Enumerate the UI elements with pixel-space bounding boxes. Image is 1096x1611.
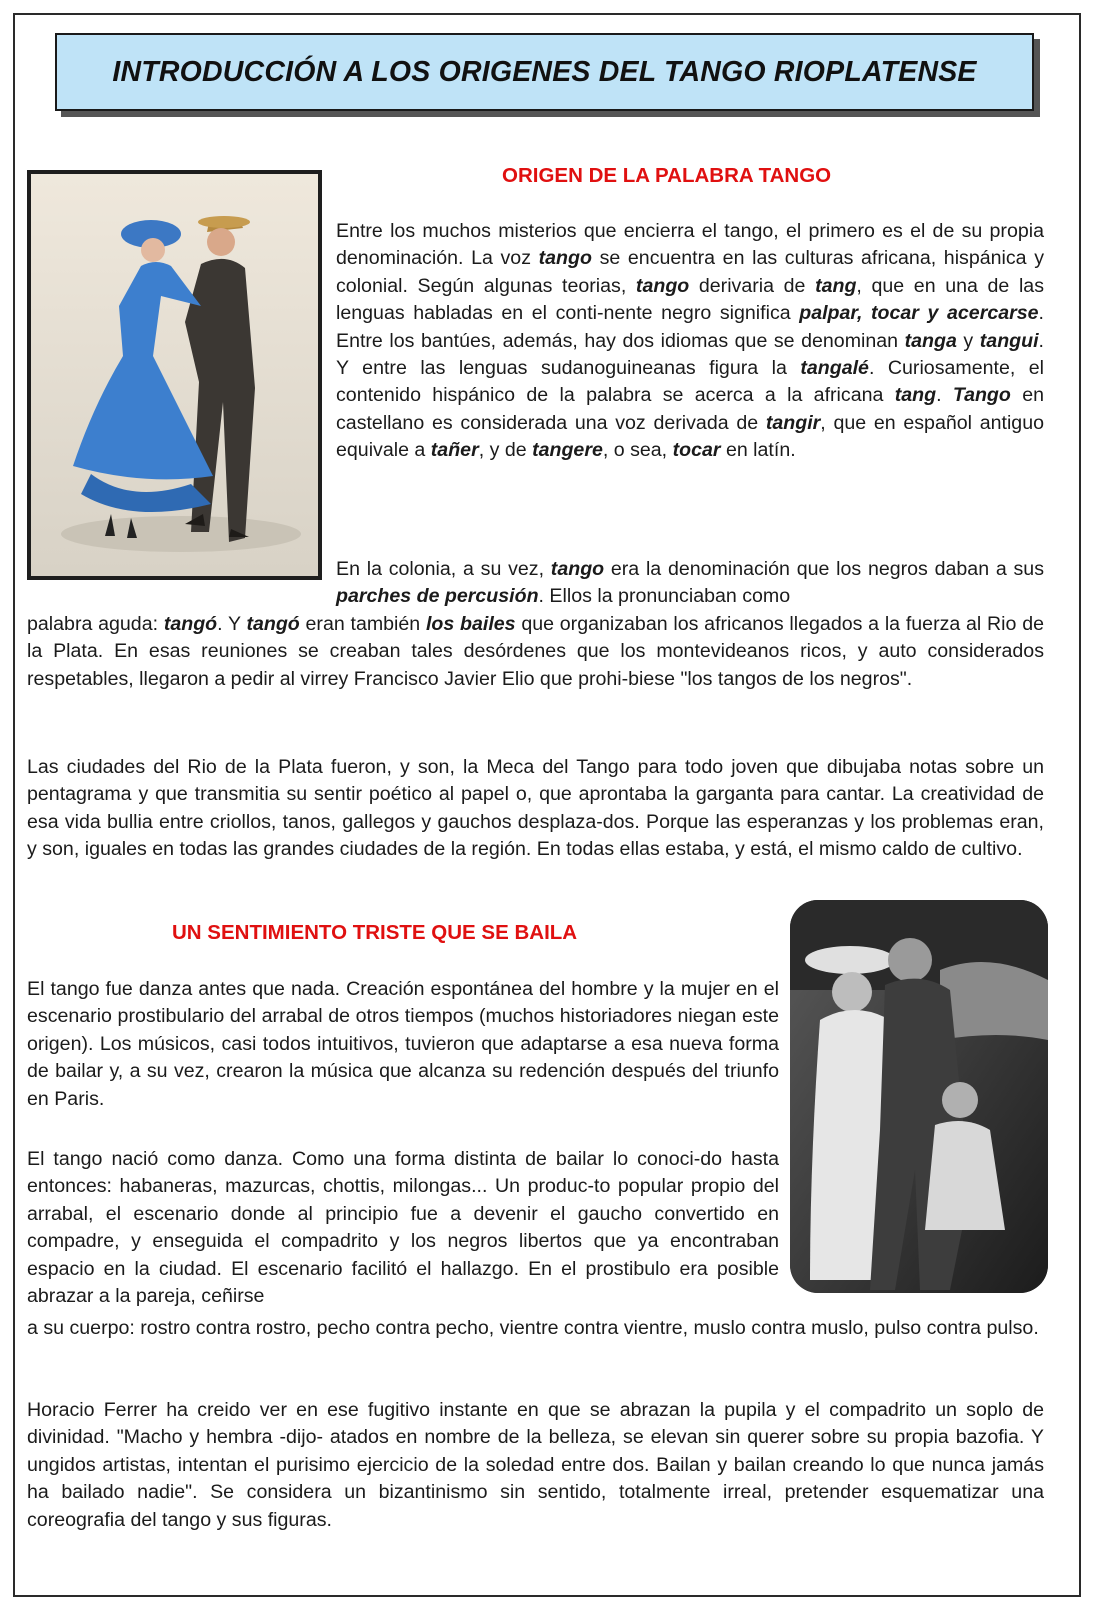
emphasis-term: tango (635, 274, 690, 297)
emphasis-term: tang (894, 384, 937, 407)
emphasis-term: tanga (904, 329, 957, 352)
emphasis-term: Tango (952, 384, 1011, 407)
emphasis-term: tangó (246, 613, 300, 635)
emphasis-term: tang (815, 274, 857, 297)
page-title: INTRODUCCIÓN A LOS ORIGENES DEL TANGO RIOPLATENSE (112, 55, 977, 88)
emphasis-term: los bailes (425, 613, 516, 635)
paragraph-4: El tango fue danza antes que nada. Creación espontánea del hombre y la mujer en el escenario prostibulario del arrabal de otros tiempos (muchos historiadores niegan este origen). Los músicos, casi todos intuitivos, tuvieron que adaptarse a esa nueva forma de bailar y, a su vez, crearon la música que alcanza su redención después del triunfo en Paris. (27, 978, 779, 1110)
title-banner (55, 33, 1034, 111)
emphasis-term: tangere (532, 439, 603, 462)
paragraph-5b: a su cuerpo: rostro contra rostro, pecho contra pecho, vientre contra vientre, muslo contra muslo, pulso contra pulso. (27, 1317, 1039, 1339)
photograph-illustration (790, 900, 1048, 1293)
paragraph-2a: En la colonia, a su vez, tango era la denominación que los negros daban a sus parches de percusión. Ellos la pronunciaban como (336, 558, 1044, 608)
paragraph-3: Las ciudades del Rio de la Plata fueron, y son, la Meca del Tango para todo joven que dibujaba notas sobre un pentagrama y que transmitia su sentir poético al papel o, que aprontaba la garganta para cantar. La creatividad de esa vida bullia entre criollos, tanos, gallegos y gauchos desplaza-dos. Porque las esperanzas y los problemas eran, y son, iguales en todas las grandes ciudades de la región. En todas ellas estaba, y está, el mismo caldo de cultivo. (27, 756, 1044, 861)
tango-painting-image (27, 170, 322, 580)
paragraph-1: Entre los muchos misterios que encierra el tango, el primero es el de su propia denominación. La voz tango se encuentra en las culturas africana, hispánica y colonial. Según algunas teorias, tango derivaria de tang, que en una de las lenguas habladas en el conti-nente negro significa palpar, tocar y acercarse. Entre los bantúes, además, hay dos idiomas que se denominan tanga y tangui. Y entre las lenguas sudanoguineanas figura la tangalé. Curiosamente, el contenido hispánico de la palabra se acerca a la africana tang. Tango en castellano es considerada una voz derivada de tangir, que en español antiguo equivale a tañer, y de tangere, o sea, tocar en latín. (336, 220, 1045, 462)
emphasis-term: tango (538, 247, 592, 270)
paragraph-6: Horacio Ferrer ha creido ver en ese fugitivo instante en que se abrazan la pupila y el compadrito un soplo de divinidad. "Macho y hembra -dijo- atados en nombre de la belleza, se elevan sin querer sobre su propia bazofia. Y ungidos artistas, intentan el purisimo ejercicio de la soledad entre dos. Bailan y bailan creando lo que nunca jamás ha bailado nadie". Se considera un bizantinismo sin sentido, totalmente irreal, pretender esquematizar una coreografia del tango y sus figuras. (27, 1399, 1044, 1531)
emphasis-term: palpar, tocar y acercarse (799, 302, 1039, 325)
emphasis-term: tangó (163, 613, 218, 635)
emphasis-term: tocar (672, 439, 721, 462)
tango-photograph-image (790, 900, 1048, 1293)
emphasis-term: tañer (430, 439, 479, 462)
paragraph-5a: El tango nació como danza. Como una forma distinta de bailar lo conoci-do hasta entonces: habaneras, mazurcas, chottis, milongas... Un produc-to popular propio del arrabal, el escenario donde al principio fue a devenir el gaucho convertido en compadre, y enseguida el compadrito y los negros libertos que ya encontraban espacio en la ciudad. El escenario facilitó el hallazgo. En el prostibulo era posible abrazar a la pareja, ceñirse (27, 1148, 779, 1308)
emphasis-term: tango (550, 558, 605, 580)
section1-heading: ORIGEN DE LA PALABRA TANGO (502, 164, 832, 187)
paragraph-2b: palabra aguda: tangó. Y tangó eran también los bailes que organizaban los africanos llegados a la fuerza al Rio de la Plata. En esas reuniones se creaban tales desórdenes que los montevideanos ricos, y auto considerados respetables, llegaron a pedir al virrey Francisco Javier Elio que prohi-biese "los tangos de los negros". (27, 613, 1044, 690)
painting-illustration (31, 174, 318, 576)
emphasis-term: parches de percusión (336, 585, 539, 608)
section2-heading: UN SENTIMIENTO TRISTE QUE SE BAILA (172, 921, 578, 944)
emphasis-term: tangalé (800, 357, 869, 380)
emphasis-term: tangui (979, 329, 1039, 352)
emphasis-term: tangir (765, 411, 821, 434)
